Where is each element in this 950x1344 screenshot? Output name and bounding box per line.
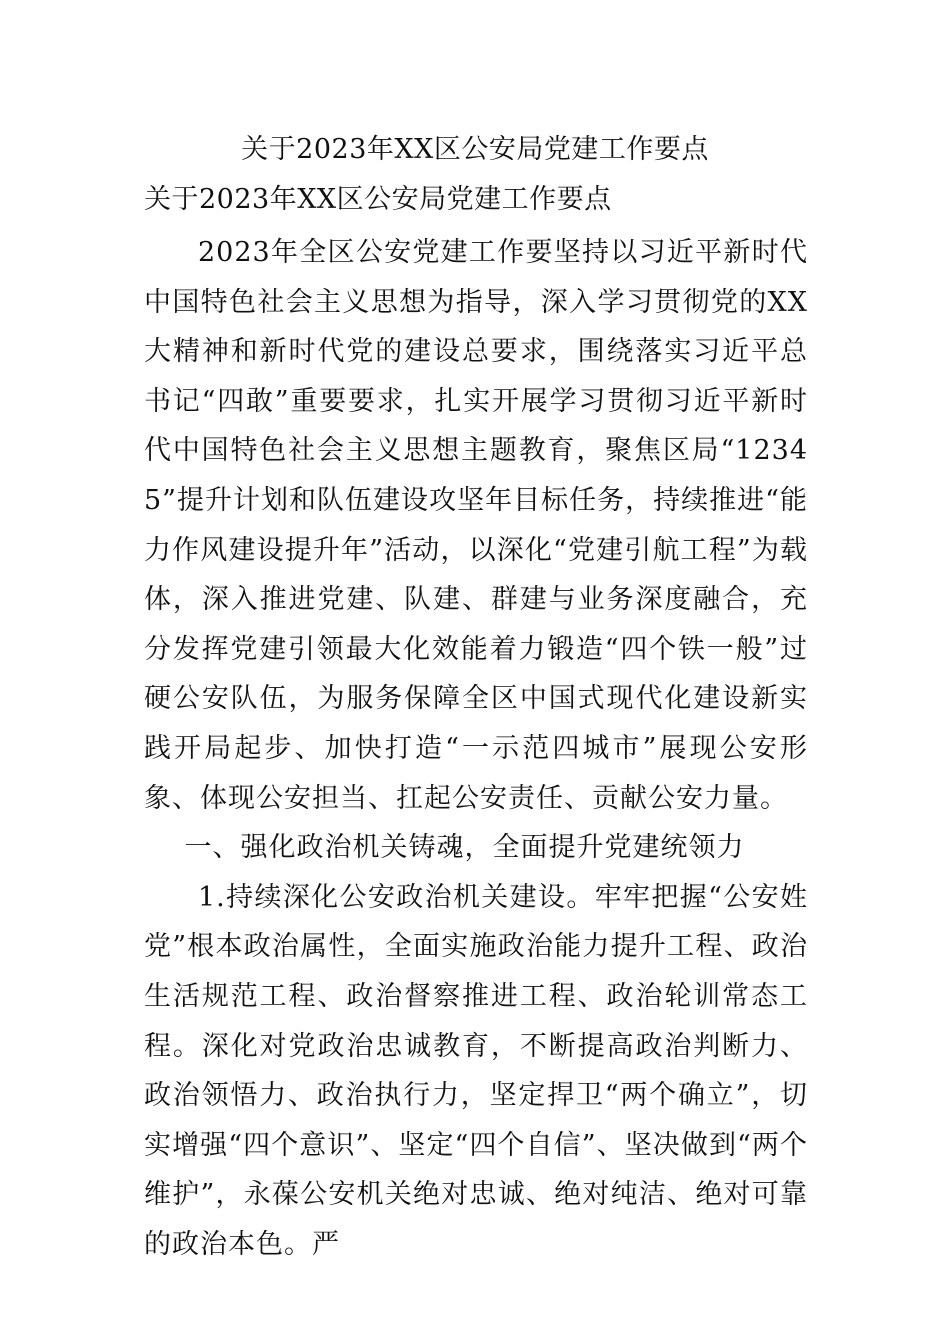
section-heading: 一、强化政治机关铸魂，全面提升党建统领力 — [184, 832, 745, 864]
intro-paragraph: 2023年全区公安党建工作要坚持以习近平新时代中国特色社会主义思想为指导，深入学习贯彻党的XX大精神和新时代党的建设总要求，围绕落实习近平总书记“四敢”重要要求，扎实开展学习贯彻习近平新时代中国特色社会主义思想主题教育，聚焦区局“12345”提升计划和队伍建设攻坚年目标任务，持续推进“能力作风建设提升年”活动，以深化“党建引航工程”为载体，深入推进党建、队建、群建与业务深度融合，充分发挥党建引领最大化效能着力锻造“四个铁一般”过硬公安队伍，为服务保障全区中国式现代化建设新实践开局起步、加快打造“一示范四城市”展现公安形象、体现公安担当、扛起公安责任、贡献公安力量。 — [144, 237, 808, 814]
document-title: 关于2023年XX区公安局党建工作要点 — [241, 134, 709, 165]
document-body — [144, 228, 808, 1269]
section-paragraph: 1.持续深化公安政治机关建设。牢牢把握“公安姓党”根本政治属性，全面实施政治能力提升工程、政治生活规范工程、政治督察推进工程、政治轮训常态工程。深化对党政治忠诚教育，不断提高政治判断力、政治领悟力、政治执行力，坚定捍卫“两个确立”，切实增强“四个意识”、坚定“四个自信”、坚决做到“两个维护”，永葆公安机关绝对忠诚、绝对纯洁、绝对可靠的政治本色。严 — [144, 881, 808, 1260]
document-subtitle: 关于2023年XX区公安局党建工作要点 — [144, 184, 612, 215]
